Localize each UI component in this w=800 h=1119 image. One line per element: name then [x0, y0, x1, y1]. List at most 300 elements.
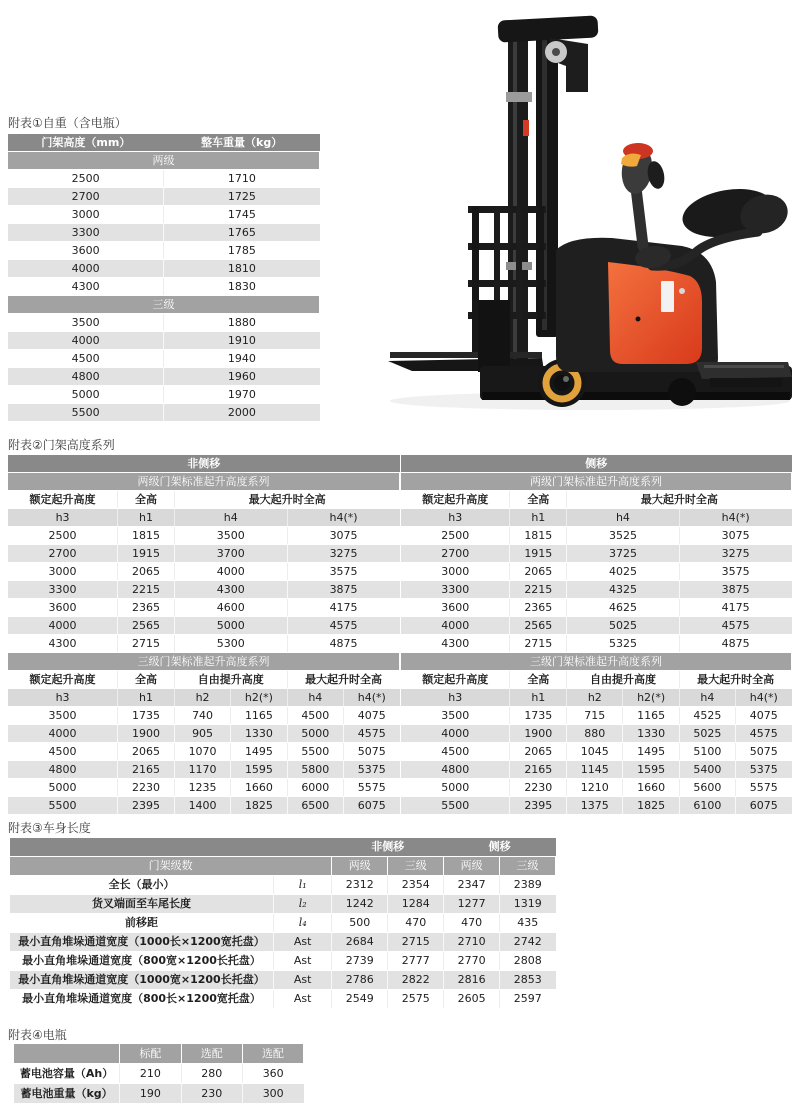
row-label: 蓄电池重量（kg）	[14, 1084, 120, 1104]
cell: 4575	[679, 617, 791, 635]
table-row	[8, 599, 400, 617]
symbol: l₁	[273, 876, 331, 895]
cell: 1330	[231, 725, 287, 743]
cell: 1595	[623, 761, 679, 779]
mast-height-half	[8, 455, 400, 815]
cell: 300	[242, 1084, 303, 1104]
table-row	[8, 563, 400, 581]
cell: 全高	[510, 491, 567, 509]
table-row	[10, 990, 556, 1009]
cell: 2816	[444, 971, 500, 990]
cell: 2354	[388, 876, 444, 895]
cell: h2(*)	[623, 689, 679, 707]
cell: 2777	[388, 952, 444, 971]
cell: 3000	[401, 563, 510, 581]
series-band: 三级门架标准起升高度系列	[401, 653, 792, 671]
table-row	[8, 725, 400, 743]
cell: 4000	[401, 725, 510, 743]
cell: 4800	[401, 761, 510, 779]
column-header: 选配	[181, 1044, 242, 1064]
cell: 2500	[401, 527, 510, 545]
table-row	[10, 857, 556, 876]
cell: 5600	[679, 779, 735, 797]
table-row	[10, 838, 556, 857]
cell: 1915	[510, 545, 567, 563]
cell: 2565	[118, 617, 175, 635]
table-row	[10, 914, 556, 933]
group-header: 侧移	[444, 838, 556, 857]
cell: 4000	[174, 563, 287, 581]
cell: 3575	[679, 563, 791, 581]
table-row	[10, 952, 556, 971]
table1-label: 附表①自重（含电瓶）	[8, 116, 127, 130]
cell: 2215	[118, 581, 175, 599]
cell: 2065	[118, 743, 175, 761]
series-band: 三级门架标准起升高度系列	[8, 653, 400, 671]
series-band: 两级门架标准起升高度系列	[8, 473, 400, 491]
cell: 4500	[8, 350, 164, 368]
cell: 自由提升高度	[567, 671, 680, 689]
cell: 905	[174, 725, 230, 743]
cell: 2700	[8, 188, 164, 206]
cell: 1910	[164, 332, 320, 350]
cell: 3300	[8, 581, 118, 599]
cell: h1	[118, 509, 175, 527]
cell: 2065	[510, 563, 567, 581]
cell: 最大起升时全高	[679, 671, 791, 689]
column-header: 选配	[242, 1044, 303, 1064]
cell: 2395	[510, 797, 567, 815]
cell: 5500	[401, 797, 510, 815]
cell: 1375	[567, 797, 623, 815]
symbol: Ast	[273, 990, 331, 1009]
cell: h4	[567, 509, 680, 527]
cell: h4	[679, 689, 735, 707]
cell: 5400	[679, 761, 735, 779]
column-header: 两级	[444, 857, 500, 876]
cell: 1595	[231, 761, 287, 779]
cell: 1070	[174, 743, 230, 761]
table-row	[401, 599, 792, 617]
table-row	[8, 671, 400, 689]
column-header: 门架级数	[10, 857, 332, 876]
cell: 1825	[623, 797, 679, 815]
cell: 5575	[344, 779, 400, 797]
table-row	[8, 170, 320, 188]
table-row	[401, 761, 792, 779]
cell: 6500	[287, 797, 343, 815]
cell: 280	[181, 1064, 242, 1084]
cell: 6000	[287, 779, 343, 797]
table-row	[8, 314, 320, 332]
table-row	[8, 581, 400, 599]
cell: 3500	[8, 314, 164, 332]
cell: 1660	[231, 779, 287, 797]
cell: 2700	[401, 545, 510, 563]
cell: h4	[287, 689, 343, 707]
cell: 5375	[344, 761, 400, 779]
cell: 1785	[164, 242, 320, 260]
cell: 3500	[174, 527, 287, 545]
cell: 额定起升高度	[401, 491, 510, 509]
cell: 1165	[623, 707, 679, 725]
cell: 4175	[287, 599, 399, 617]
cell: 2715	[510, 635, 567, 653]
cell: 全高	[118, 671, 175, 689]
table-row	[8, 617, 400, 635]
table-row	[8, 545, 400, 563]
cell: 1745	[164, 206, 320, 224]
row-label: 最小直角堆垛通道宽度（800宽×1200长托盘）	[10, 952, 273, 971]
symbol: Ast	[273, 933, 331, 952]
cell: 3000	[8, 206, 164, 224]
symbol: l₄	[273, 914, 331, 933]
series-band: 两级门架标准起升高度系列	[401, 473, 792, 491]
cell: 1284	[388, 895, 444, 914]
cell: h3	[401, 689, 510, 707]
cell: 5100	[679, 743, 735, 761]
cell: 3725	[567, 545, 680, 563]
table-row	[8, 635, 400, 653]
cell: 2808	[500, 952, 556, 971]
cell: 1900	[118, 725, 175, 743]
battery-table	[14, 1044, 304, 1104]
cell: 5500	[8, 797, 118, 815]
cell: 4575	[344, 725, 400, 743]
cell: 4025	[567, 563, 680, 581]
cell: 5000	[174, 617, 287, 635]
table-row	[10, 971, 556, 990]
table-row	[8, 242, 320, 260]
table-row	[8, 404, 320, 422]
cell: h4(*)	[287, 509, 399, 527]
cell: 2365	[510, 599, 567, 617]
cell: h4(*)	[736, 689, 792, 707]
cell: 4300	[8, 635, 118, 653]
cell: 1725	[164, 188, 320, 206]
row-label: 蓄电池容量（Ah）	[14, 1064, 120, 1084]
table-row	[10, 895, 556, 914]
table-row	[401, 563, 792, 581]
cell: 3700	[174, 545, 287, 563]
table-row	[8, 653, 400, 671]
cell: 4600	[174, 599, 287, 617]
cell: 2742	[500, 933, 556, 952]
cell: 3300	[8, 224, 164, 242]
mast-height-subtable	[400, 455, 792, 815]
cell: h4(*)	[344, 689, 400, 707]
row-label: 全长（最小）	[10, 876, 273, 895]
cell: 2739	[332, 952, 388, 971]
row-label: 前移距	[10, 914, 273, 933]
cell: 5500	[8, 404, 164, 422]
table-row	[8, 152, 320, 170]
cell: 6075	[344, 797, 400, 815]
table-row	[8, 206, 320, 224]
cell: h4(*)	[679, 509, 791, 527]
cell: 1960	[164, 368, 320, 386]
cell: 2715	[388, 933, 444, 952]
table-row	[401, 509, 792, 527]
cell: 3500	[401, 707, 510, 725]
table-row	[401, 725, 792, 743]
cell: 2065	[118, 563, 175, 581]
table-row	[401, 491, 792, 509]
column-header: 整车重量（kg）	[164, 134, 320, 152]
cell: 5075	[736, 743, 792, 761]
column-header: 门架高度（mm）	[8, 134, 164, 152]
cell: 1810	[164, 260, 320, 278]
cell: 额定起升高度	[8, 491, 118, 509]
table-row	[8, 527, 400, 545]
table-row	[401, 707, 792, 725]
table-row	[401, 617, 792, 635]
cell: 3275	[287, 545, 399, 563]
cell: 2215	[510, 581, 567, 599]
cell: 360	[242, 1064, 303, 1084]
cell: 715	[567, 707, 623, 725]
table-row	[8, 296, 320, 314]
table-row	[401, 455, 792, 473]
cell: 2853	[500, 971, 556, 990]
table-row	[8, 368, 320, 386]
cell: 2770	[444, 952, 500, 971]
cell: 1830	[164, 278, 320, 296]
cell	[10, 838, 332, 857]
cell: 5000	[401, 779, 510, 797]
cell: 1815	[118, 527, 175, 545]
cell: 1210	[567, 779, 623, 797]
table-row	[8, 491, 400, 509]
chassis-base	[482, 392, 790, 400]
cell: 3600	[8, 242, 164, 260]
cell: 5800	[287, 761, 343, 779]
cell: 1940	[164, 350, 320, 368]
cell: 5000	[8, 386, 164, 404]
cell: h1	[510, 509, 567, 527]
table-row	[401, 779, 792, 797]
cell: h4	[174, 509, 287, 527]
cell: 2500	[8, 170, 164, 188]
cell: 1235	[174, 779, 230, 797]
cell: 1710	[164, 170, 320, 188]
cell: h3	[8, 689, 118, 707]
cell: 3075	[679, 527, 791, 545]
table-row	[8, 332, 320, 350]
cell: 2500	[8, 527, 118, 545]
column-header: 标配	[120, 1044, 181, 1064]
cell: 3575	[287, 563, 399, 581]
cell: 4300	[401, 635, 510, 653]
cell: 3600	[8, 599, 118, 617]
table-row	[8, 743, 400, 761]
cell: 5000	[287, 725, 343, 743]
cell: 1735	[510, 707, 567, 725]
table-row	[8, 761, 400, 779]
cell: 2575	[388, 990, 444, 1009]
cell: 1735	[118, 707, 175, 725]
table-row	[10, 876, 556, 895]
cell: 1880	[164, 314, 320, 332]
cell: 2389	[500, 876, 556, 895]
cell: 4875	[679, 635, 791, 653]
cell: 额定起升高度	[401, 671, 510, 689]
cell: 2230	[510, 779, 567, 797]
cell: 1495	[231, 743, 287, 761]
cell: 4175	[679, 599, 791, 617]
column-header: 三级	[388, 857, 444, 876]
cell: 1045	[567, 743, 623, 761]
shift-band: 侧移	[401, 455, 792, 473]
table-row	[401, 743, 792, 761]
cell: 5575	[736, 779, 792, 797]
cell: 3875	[679, 581, 791, 599]
cell: 4075	[736, 707, 792, 725]
cell: 740	[174, 707, 230, 725]
cell: 2822	[388, 971, 444, 990]
cell: 3275	[679, 545, 791, 563]
table-row	[401, 473, 792, 491]
cell: 4325	[567, 581, 680, 599]
cell: 3500	[8, 707, 118, 725]
cell: 2165	[510, 761, 567, 779]
table-row	[8, 188, 320, 206]
cell: 5075	[344, 743, 400, 761]
column-header: 两级	[332, 857, 388, 876]
cell: 5500	[287, 743, 343, 761]
table-row	[8, 797, 400, 815]
cell: 最大起升时全高	[567, 491, 792, 509]
cell: h3	[401, 509, 510, 527]
cell: 4875	[287, 635, 399, 653]
forklift-photo	[360, 0, 800, 420]
table-row	[8, 689, 400, 707]
cell: 4075	[344, 707, 400, 725]
symbol: Ast	[273, 952, 331, 971]
cell: 2230	[118, 779, 175, 797]
table-row	[401, 527, 792, 545]
cell: 最大起升时全高	[174, 491, 399, 509]
cell: 2365	[118, 599, 175, 617]
row-label: 最小直角堆垛通道宽度（1000长×1200宽托盘）	[10, 933, 273, 952]
cell: 4000	[8, 260, 164, 278]
cell: 210	[120, 1064, 181, 1084]
table-row	[14, 1064, 304, 1084]
cell: 4500	[401, 743, 510, 761]
cell: 3075	[287, 527, 399, 545]
cell: 3300	[401, 581, 510, 599]
cell: 1815	[510, 527, 567, 545]
cell: 2395	[118, 797, 175, 815]
column-header: 三级	[500, 857, 556, 876]
cell: 2347	[444, 876, 500, 895]
cell: 5000	[8, 779, 118, 797]
cell: 最大起升时全高	[287, 671, 399, 689]
table-row	[8, 278, 320, 296]
table-row	[14, 1044, 304, 1064]
cell: 4500	[287, 707, 343, 725]
cell: 5025	[679, 725, 735, 743]
cell: 3875	[287, 581, 399, 599]
cell: 2165	[118, 761, 175, 779]
table-row	[8, 509, 400, 527]
cell: 435	[500, 914, 556, 933]
cell: 额定起升高度	[8, 671, 118, 689]
cell: h1	[118, 689, 175, 707]
section-band: 三级	[8, 296, 320, 314]
cell: 1242	[332, 895, 388, 914]
table-row	[8, 134, 320, 152]
cell: 3600	[401, 599, 510, 617]
cell: 2565	[510, 617, 567, 635]
cell: 自由提升高度	[174, 671, 287, 689]
table-row	[401, 797, 792, 815]
symbol: l₂	[273, 895, 331, 914]
weight-table	[8, 134, 320, 422]
cell: 4575	[736, 725, 792, 743]
cell: 4000	[8, 725, 118, 743]
shift-band: 非侧移	[8, 455, 400, 473]
table4-label: 附表④电瓶	[8, 1028, 67, 1042]
cell: 5375	[736, 761, 792, 779]
cell: 470	[444, 914, 500, 933]
cell: 1319	[500, 895, 556, 914]
cell: 3525	[567, 527, 680, 545]
table3-label: 附表③车身长度	[8, 821, 91, 835]
cell: 1400	[174, 797, 230, 815]
cell: 1765	[164, 224, 320, 242]
cell: 190	[120, 1084, 181, 1104]
cell: 全高	[118, 491, 175, 509]
cell: 4500	[8, 743, 118, 761]
table-row	[401, 671, 792, 689]
cell: h2	[174, 689, 230, 707]
table-row	[14, 1084, 304, 1104]
cell: 1495	[623, 743, 679, 761]
table-row	[8, 779, 400, 797]
table-row	[401, 581, 792, 599]
table-row	[10, 933, 556, 952]
cell: 3000	[8, 563, 118, 581]
table-row	[8, 473, 400, 491]
row-label: 最小直角堆垛通道宽度（1000宽×1200长托盘）	[10, 971, 273, 990]
section-band: 两级	[8, 152, 320, 170]
table-row	[8, 455, 400, 473]
mast-height-table	[8, 455, 792, 815]
cell: 2312	[332, 876, 388, 895]
cell: 2710	[444, 933, 500, 952]
mast-height-subtable	[8, 455, 400, 815]
cell: 5325	[567, 635, 680, 653]
table-row	[8, 260, 320, 278]
cell: 4800	[8, 368, 164, 386]
cell: 1660	[623, 779, 679, 797]
cell: 2549	[332, 990, 388, 1009]
table-row	[401, 635, 792, 653]
caster-wheel	[668, 378, 696, 406]
cell: 1825	[231, 797, 287, 815]
cell: 6075	[736, 797, 792, 815]
cell: 6100	[679, 797, 735, 815]
cell: 230	[181, 1084, 242, 1104]
group-header: 非侧移	[332, 838, 444, 857]
cell: 4625	[567, 599, 680, 617]
cell: 880	[567, 725, 623, 743]
cell: 5025	[567, 617, 680, 635]
mast-height-half	[400, 455, 792, 815]
cell: 2605	[444, 990, 500, 1009]
table-row	[8, 350, 320, 368]
